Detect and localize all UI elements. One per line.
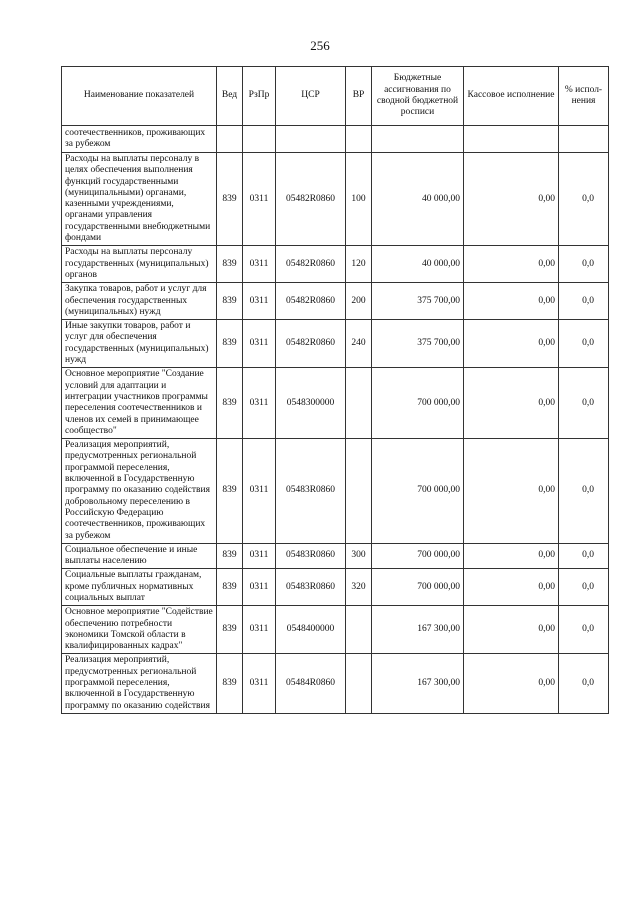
- table-row: [62, 569, 609, 606]
- table-row: [62, 606, 609, 654]
- cell-pct: 0,0: [559, 368, 609, 439]
- cell-cash: 0,00: [464, 283, 559, 320]
- cell-vr: 100: [346, 153, 372, 246]
- cell-name: Основное мероприятие "Содействие обеспечению потребности экономики Томской области в квалифицированных кадрах": [62, 606, 217, 654]
- cell-name: Расходы на выплаты персоналу государственных (муниципальных) органов: [62, 246, 217, 283]
- cell-rzpr: 0311: [243, 439, 276, 544]
- cell-pct: 0,0: [559, 246, 609, 283]
- cell-vr: 240: [346, 320, 372, 368]
- cell-name: Закупка товаров, работ и услуг для обеспечения государственных (муниципальных) нужд: [62, 283, 217, 320]
- cell-cash: 0,00: [464, 246, 559, 283]
- cell-csr: 05483R0860: [276, 439, 346, 544]
- cell-ved: 839: [217, 606, 243, 654]
- cell-vr: [346, 439, 372, 544]
- header-cash: Кассовое исполнение: [464, 67, 559, 126]
- cell-rzpr: 0311: [243, 654, 276, 713]
- cell-ved: 839: [217, 246, 243, 283]
- cell-name: Расходы на выплаты персоналу в целях обеспечения выполнения функций государственными (муниципальными) органами, казенными учреждениями, органами управления государственными внебюджетными фондами: [62, 153, 217, 246]
- table-row: [62, 153, 609, 246]
- cell-cash: 0,00: [464, 153, 559, 246]
- cell-csr: 05484R0860: [276, 654, 346, 713]
- cell-pct: [559, 126, 609, 153]
- cell-cash: 0,00: [464, 654, 559, 713]
- cell-ved: 839: [217, 283, 243, 320]
- cell-rzpr: 0311: [243, 368, 276, 439]
- cell-rzpr: [243, 126, 276, 153]
- cell-budget: 375 700,00: [372, 320, 464, 368]
- cell-name: Реализация мероприятий, предусмотренных региональной программой переселения, включенной в Государственную программу по оказанию содействия: [62, 654, 217, 713]
- header-csr: ЦСР: [276, 67, 346, 126]
- cell-cash: 0,00: [464, 569, 559, 606]
- table-row: [62, 283, 609, 320]
- header-pct: % испол-нения: [559, 67, 609, 126]
- cell-name: Социальное обеспечение и иные выплаты населению: [62, 543, 217, 569]
- cell-cash: 0,00: [464, 606, 559, 654]
- table-body: [62, 126, 609, 714]
- cell-csr: 0548300000: [276, 368, 346, 439]
- table-row: [62, 368, 609, 439]
- table-row: [62, 439, 609, 544]
- cell-budget: 375 700,00: [372, 283, 464, 320]
- cell-ved: 839: [217, 569, 243, 606]
- cell-name: Социальные выплаты гражданам, кроме публичных нормативных социальных выплат: [62, 569, 217, 606]
- cell-pct: 0,0: [559, 320, 609, 368]
- cell-csr: 05483R0860: [276, 569, 346, 606]
- cell-rzpr: 0311: [243, 246, 276, 283]
- cell-csr: 05482R0860: [276, 320, 346, 368]
- cell-budget: 40 000,00: [372, 153, 464, 246]
- cell-pct: 0,0: [559, 569, 609, 606]
- table-row: [62, 543, 609, 569]
- cell-vr: [346, 126, 372, 153]
- cell-budget: 700 000,00: [372, 543, 464, 569]
- cell-vr: 120: [346, 246, 372, 283]
- table-row: [62, 126, 609, 153]
- cell-rzpr: 0311: [243, 543, 276, 569]
- cell-pct: 0,0: [559, 606, 609, 654]
- cell-csr: 05482R0860: [276, 246, 346, 283]
- cell-vr: 200: [346, 283, 372, 320]
- cell-cash: 0,00: [464, 368, 559, 439]
- page-number: 256: [310, 38, 330, 53]
- cell-vr: [346, 606, 372, 654]
- cell-cash: [464, 126, 559, 153]
- cell-rzpr: 0311: [243, 283, 276, 320]
- cell-pct: 0,0: [559, 283, 609, 320]
- cell-ved: 839: [217, 153, 243, 246]
- cell-cash: 0,00: [464, 439, 559, 544]
- cell-rzpr: 0311: [243, 320, 276, 368]
- cell-pct: 0,0: [559, 654, 609, 713]
- cell-rzpr: 0311: [243, 569, 276, 606]
- table-header-row: [62, 67, 609, 126]
- header-vr: ВР: [346, 67, 372, 126]
- cell-name: Реализация мероприятий, предусмотренных региональной программой переселения, включенной в Государственную программу по оказанию содействия добровольному переселению в Российскую Федерацию соотечественников, проживающих за рубежом: [62, 439, 217, 544]
- cell-csr: 05483R0860: [276, 543, 346, 569]
- cell-cash: 0,00: [464, 543, 559, 569]
- cell-ved: 839: [217, 654, 243, 713]
- cell-csr: 05482R0860: [276, 153, 346, 246]
- cell-budget: 700 000,00: [372, 368, 464, 439]
- cell-csr: [276, 126, 346, 153]
- table-row: [62, 246, 609, 283]
- cell-vr: 300: [346, 543, 372, 569]
- budget-table: [61, 66, 609, 714]
- cell-ved: 839: [217, 439, 243, 544]
- header-name: Наименование показателей: [62, 67, 217, 126]
- cell-ved: 839: [217, 543, 243, 569]
- cell-budget: 700 000,00: [372, 439, 464, 544]
- cell-name: соотечественников, проживающих за рубежом: [62, 126, 217, 153]
- cell-rzpr: 0311: [243, 153, 276, 246]
- cell-pct: 0,0: [559, 543, 609, 569]
- header-rzpr: РзПр: [243, 67, 276, 126]
- cell-ved: [217, 126, 243, 153]
- cell-vr: [346, 654, 372, 713]
- table-row: [62, 654, 609, 713]
- cell-budget: 40 000,00: [372, 246, 464, 283]
- cell-budget: [372, 126, 464, 153]
- cell-pct: 0,0: [559, 439, 609, 544]
- cell-vr: 320: [346, 569, 372, 606]
- cell-name: Иные закупки товаров, работ и услуг для обеспечения государственных (муниципальных) нужд: [62, 320, 217, 368]
- cell-vr: [346, 368, 372, 439]
- cell-pct: 0,0: [559, 153, 609, 246]
- cell-rzpr: 0311: [243, 606, 276, 654]
- cell-csr: 05482R0860: [276, 283, 346, 320]
- cell-cash: 0,00: [464, 320, 559, 368]
- cell-budget: 700 000,00: [372, 569, 464, 606]
- cell-budget: 167 300,00: [372, 654, 464, 713]
- table-row: [62, 320, 609, 368]
- cell-ved: 839: [217, 320, 243, 368]
- cell-budget: 167 300,00: [372, 606, 464, 654]
- header-budget: Бюджетные ассигнования по сводной бюджетной росписи: [372, 67, 464, 126]
- cell-ved: 839: [217, 368, 243, 439]
- cell-name: Основное мероприятие "Создание условий для адаптации и интеграции участников программы переселения соотечественников и членов их семей в принимающее сообщество": [62, 368, 217, 439]
- cell-csr: 0548400000: [276, 606, 346, 654]
- header-ved: Вед: [217, 67, 243, 126]
